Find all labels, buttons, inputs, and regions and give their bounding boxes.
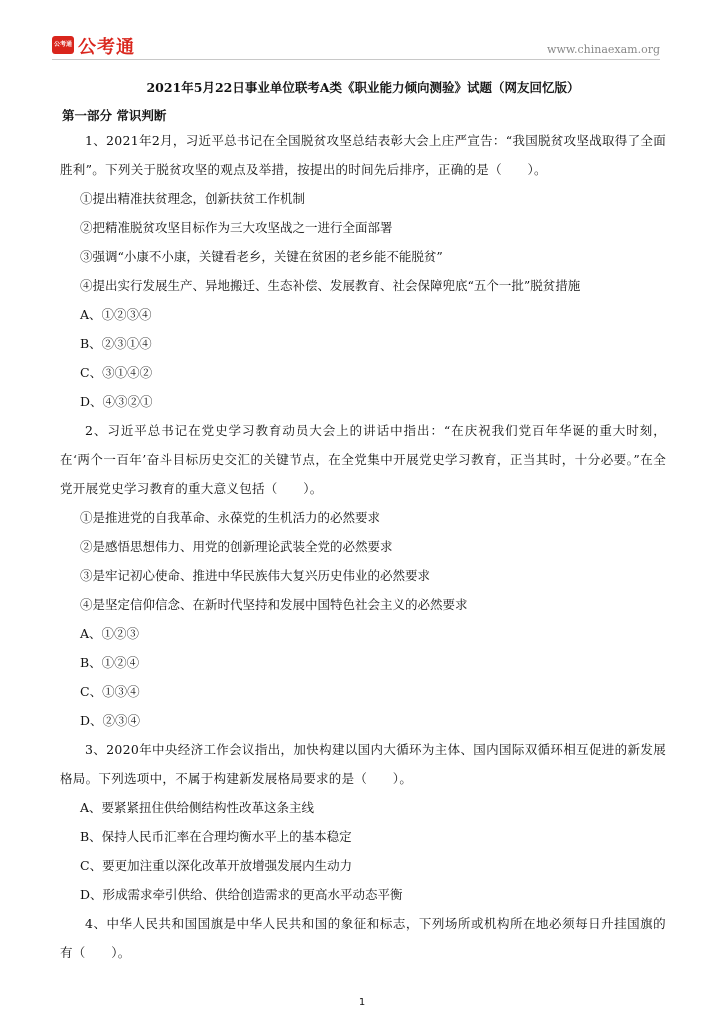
answer-option: C、要更加注重以深化改革开放增强发展内生动力: [80, 858, 353, 873]
question-stem: 1、2021年2月，习近平总书记在全国脱贫攻坚总结表彰大会上庄严宣告：“我国脱贫攻坚战取得了全面胜利”。下列关于脱贫攻坚的观点及举措，按提出的时间先后排序，正确的是（ ）。: [60, 133, 667, 177]
answer-option: B、①②④: [80, 655, 140, 670]
answer-option: D、②③④: [80, 713, 141, 728]
question-stem: 4、中华人民共和国国旗是中华人民共和国的象征和标志，下列场所或机构所在地必须每日升挂国旗的有（ ）。: [60, 916, 666, 960]
answer-option: B、②③①④: [80, 336, 152, 351]
statement-item: ④是坚定信仰信念、在新时代坚持和发展中国特色社会主义的必然要求: [80, 597, 468, 612]
document-title: 2021年5月22日事业单位联考A类《职业能力倾向测验》试题（网友回忆版）: [146, 80, 580, 95]
statement-item: ③是牢记初心使命、推进中华民族伟大复兴历史伟业的必然要求: [80, 568, 431, 583]
section-title: 第一部分 常识判断: [62, 108, 167, 123]
page-header: [0, 0, 724, 62]
logo-text: 公考通: [78, 37, 135, 58]
question-stem: 3、2020年中央经济工作会议指出，加快构建以国内大循环为主体、国内国际双循环相互促进的新发展格局。下列选项中，不属于构建新发展格局要求的是（ ）。: [60, 742, 666, 786]
document-body: [60, 70, 666, 967]
statement-item: ②把精准脱贫攻坚目标作为三大攻坚战之一进行全面部署: [80, 220, 393, 235]
answer-option: B、保持人民币汇率在合理均衡水平上的基本稳定: [80, 829, 352, 844]
answer-option: A、①②③④: [80, 307, 152, 322]
site-url[interactable]: www.chinaexam.org: [547, 43, 660, 56]
statement-item: ③强调“小康不小康，关键看老乡，关键在贫困的老乡能不能脱贫”: [80, 249, 443, 264]
statement-item: ②是感悟思想伟力、用党的创新理论武装全党的必然要求: [80, 539, 393, 554]
header-divider: [52, 59, 660, 60]
page-number: 1: [358, 997, 366, 1008]
statement-item: ①是推进党的自我革命、永葆党的生机活力的必然要求: [80, 510, 381, 525]
answer-option: A、①②③: [80, 626, 140, 641]
answer-option: D、④③②①: [80, 394, 153, 409]
answer-option: C、③①④②: [80, 365, 153, 380]
question-stem: 2、习近平总书记在党史学习教育动员大会上的讲话中指出：“在庆祝我们党百年华诞的重大时刻，在‘两个一百年’奋斗目标历史交汇的关键节点，在全党集中开展党史学习教育，正当其时，十分必要。”在全党开展党史学习教育的重大意义包括（ ）。: [60, 423, 666, 496]
answer-option: C、①③④: [80, 684, 140, 699]
statement-item: ①提出精准扶贫理念，创新扶贫工作机制: [80, 191, 306, 206]
answer-option: D、形成需求牵引供给、供给创造需求的更高水平动态平衡: [80, 887, 403, 902]
logo-badge-icon: 公考通: [52, 36, 74, 54]
answer-option: A、要紧紧扭住供给侧结构性改革这条主线: [80, 800, 315, 815]
statement-item: ④提出实行发展生产、异地搬迁、生态补偿、发展教育、社会保障兜底“五个一批”脱贫措施: [80, 278, 581, 293]
